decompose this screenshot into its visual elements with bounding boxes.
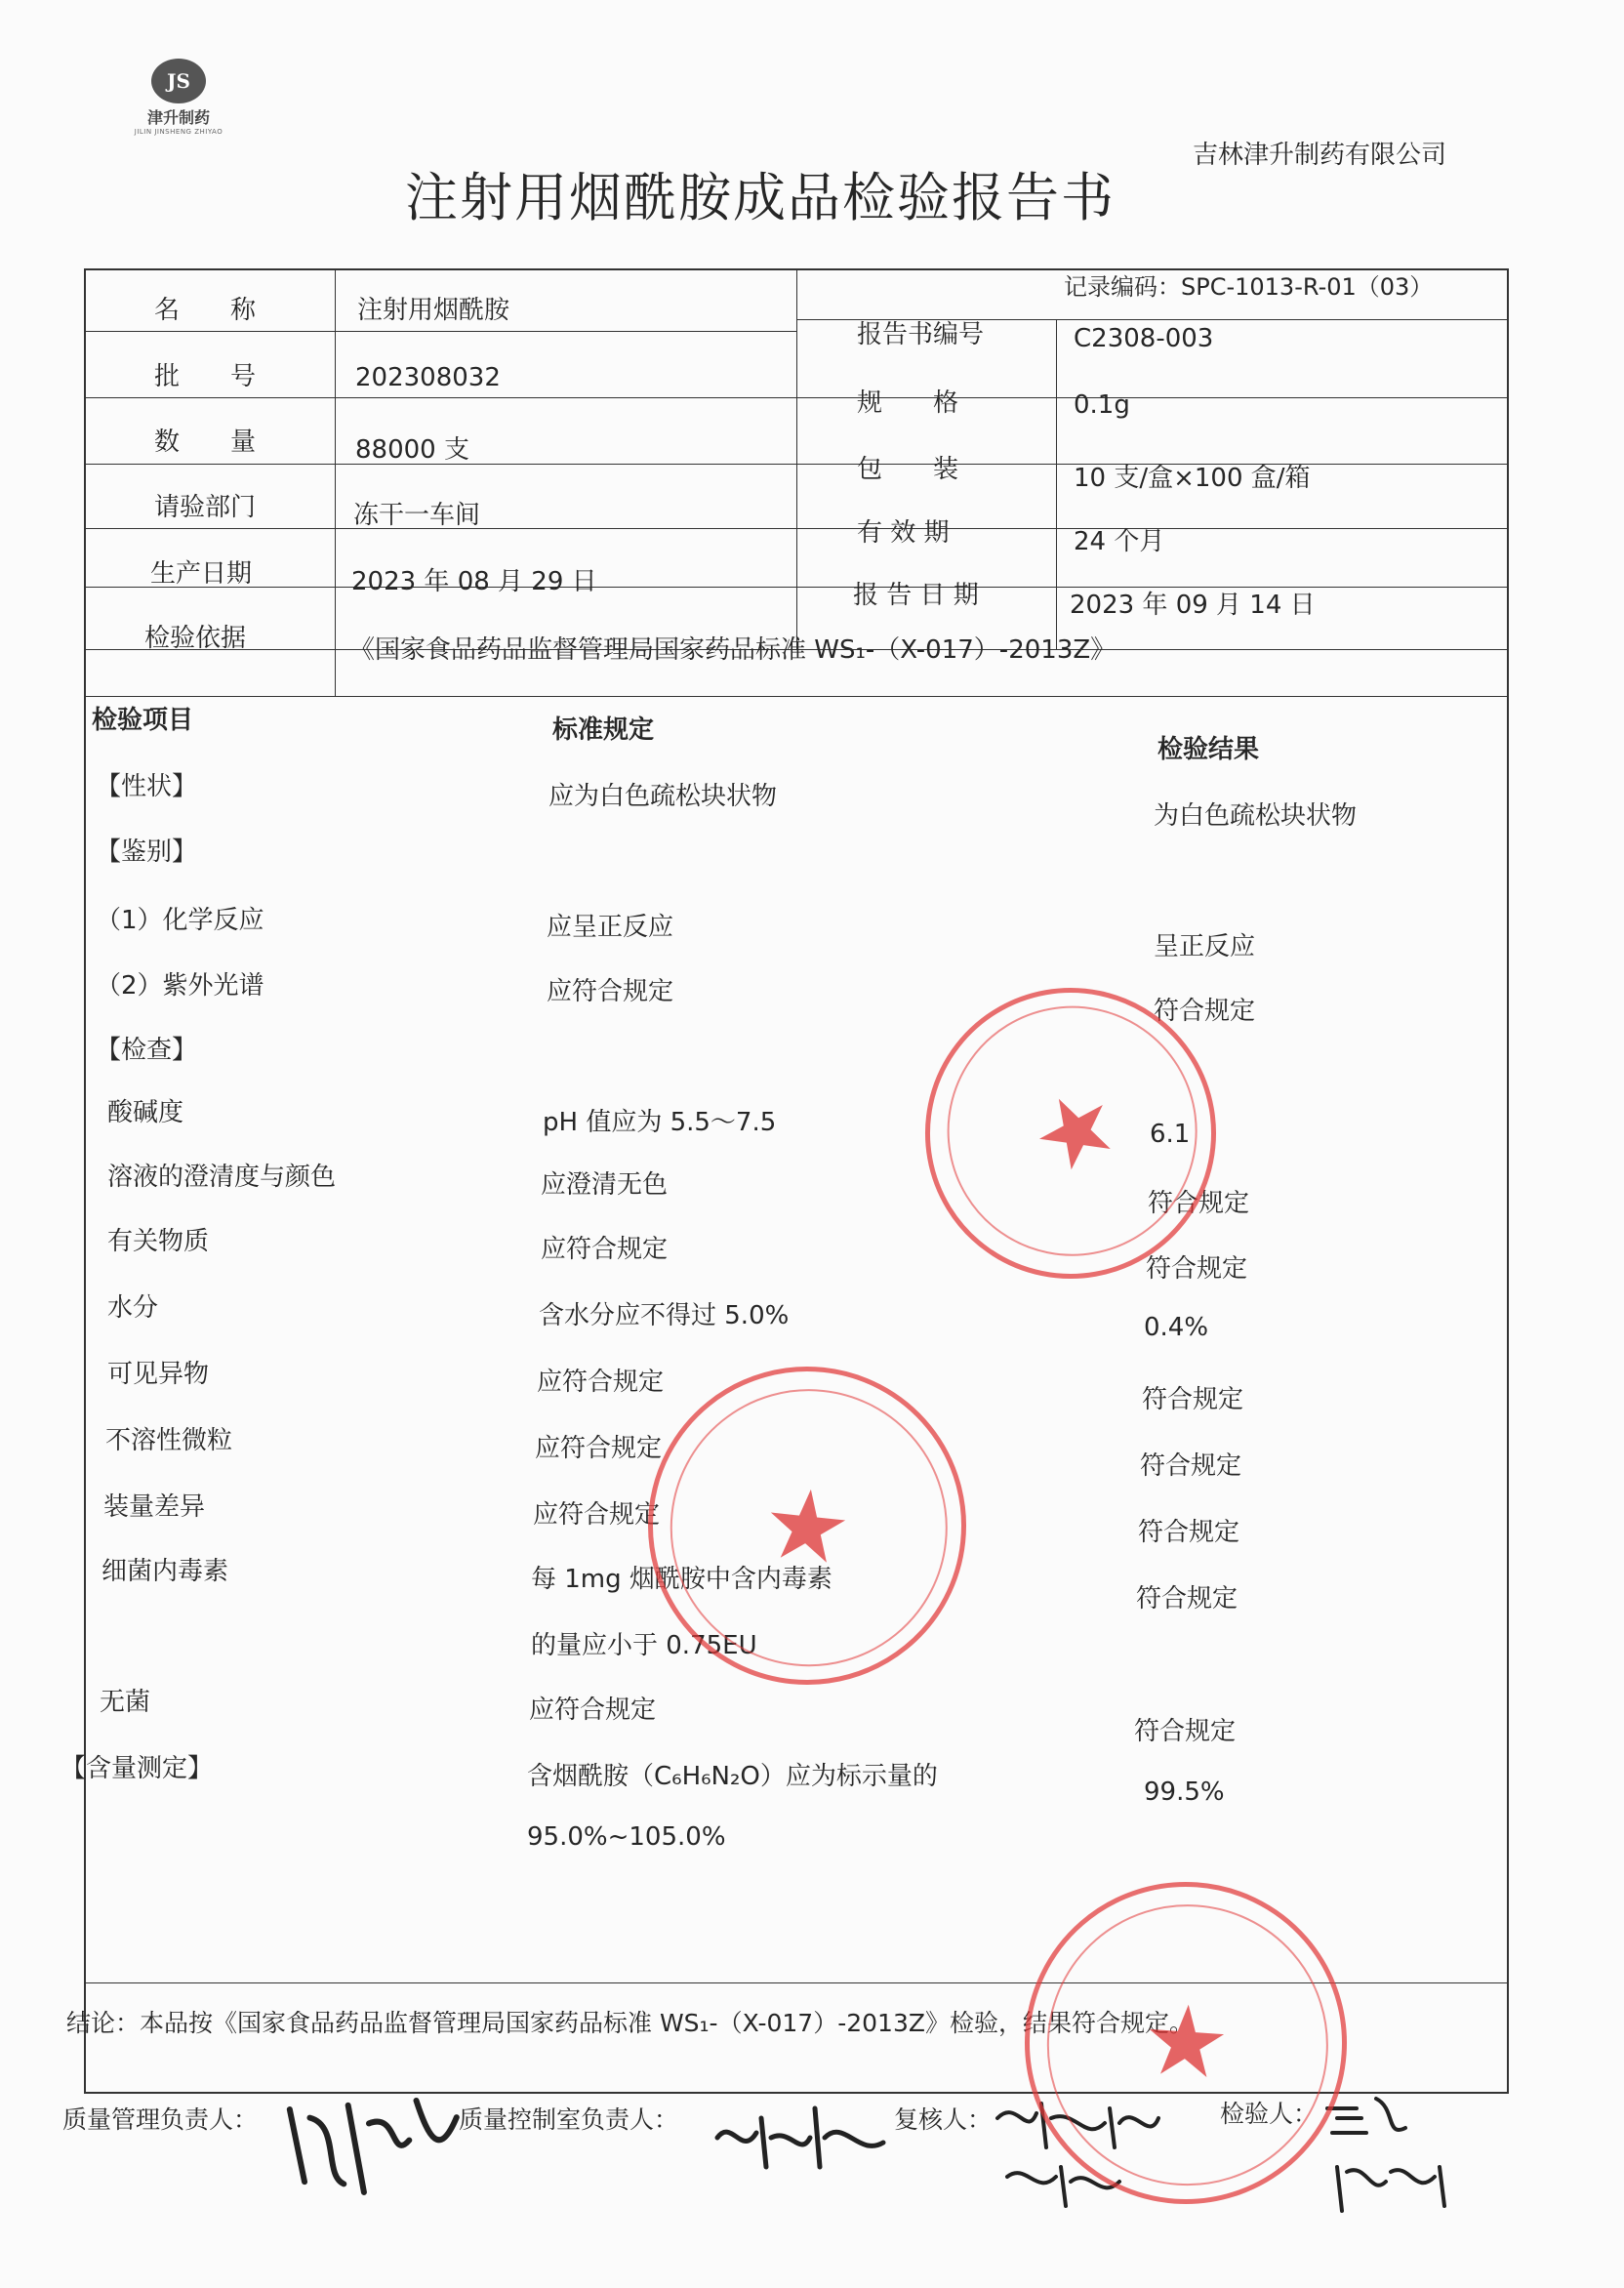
- row-standard: 含水分应不得过 5.0%: [539, 1301, 790, 1330]
- inspector-signature-icon: [1318, 2089, 1464, 2216]
- row-item: 可见异物: [107, 1360, 210, 1389]
- row-result: 为白色疏松块状物: [1154, 801, 1358, 831]
- report-date-label: 报 告 日 期: [853, 581, 979, 610]
- row-standard: 应符合规定: [533, 1500, 661, 1530]
- row-standard: 应澄清无色: [541, 1170, 669, 1200]
- row-result: 符合规定: [1148, 1189, 1250, 1218]
- col-item: 检验项目: [92, 706, 194, 735]
- row-item: 【检查】: [96, 1036, 198, 1065]
- report-table: [61, 268, 1509, 2094]
- row-result: 符合规定: [1140, 1451, 1242, 1481]
- validity: 24 个月: [1074, 527, 1165, 556]
- row-result: 呈正反应: [1154, 932, 1256, 961]
- pack-label: 包 装: [857, 455, 959, 484]
- row-standard: pH 值应为 5.5～7.5: [543, 1108, 777, 1137]
- conclusion: 结论：本品按《国家食品药品监督管理局国家药品标准 WS₁-（X-017）-2013Z》检验，结果符合规定。: [66, 2009, 1194, 2037]
- dept-label: 请验部门: [154, 493, 257, 522]
- report-no-label: 报告书编号: [857, 320, 985, 349]
- row-result: 符合规定: [1136, 1584, 1238, 1614]
- stamp-star-icon: ★: [757, 1464, 857, 1588]
- company-logo: [125, 59, 232, 151]
- qc-head-signature: [712, 2099, 888, 2181]
- col-standard: 标准规定: [552, 715, 655, 745]
- stamp-star-icon: ★: [1138, 1982, 1234, 2102]
- name-label: 名 称: [154, 296, 257, 325]
- row-item: 不溶性微粒: [105, 1426, 233, 1455]
- row-item: 水分: [107, 1293, 159, 1323]
- row-standard: 应符合规定: [547, 977, 674, 1006]
- qc-head-signature-icon: [712, 2099, 888, 2177]
- row-standard: 95.0%~105.0%: [527, 1822, 726, 1852]
- logo-text: 津升制药: [146, 108, 210, 127]
- stamp-star-icon: ★: [1013, 1082, 1136, 1184]
- valid-label: 有 效 期: [857, 518, 950, 548]
- row-item: 无菌: [100, 1688, 151, 1717]
- row-standard: 每 1mg 烟酰胺中含内毒素: [531, 1565, 832, 1594]
- row-item: 酸碱度: [107, 1098, 184, 1127]
- logo-mark-icon: JS: [151, 59, 206, 103]
- batch-no: 202308032: [355, 363, 501, 392]
- row-result: 符合规定: [1146, 1254, 1248, 1284]
- row-result: 符合规定: [1142, 1385, 1244, 1414]
- inspector-signature: [1318, 2089, 1464, 2220]
- row-result: 符合规定: [1138, 1518, 1240, 1547]
- product-name: 注射用烟酰胺: [357, 296, 510, 325]
- row-standard: 应呈正反应: [547, 913, 674, 942]
- row-standard: 应符合规定: [535, 1434, 663, 1463]
- record-number: 记录编码：SPC-1013-R-01（03）: [1064, 273, 1434, 301]
- qa-head-label: 质量管理负责人：: [62, 2105, 259, 2134]
- row-result: 符合规定: [1154, 997, 1256, 1026]
- row-result: 符合规定: [1134, 1717, 1237, 1746]
- packaging: 10 支/盒×100 盒/箱: [1074, 464, 1311, 493]
- col-result: 检验结果: [1157, 735, 1260, 764]
- row-standard: 含烟酰胺（C₆H₆N₂O）应为标示量的: [527, 1762, 938, 1791]
- row-item: 【鉴别】: [96, 838, 198, 867]
- row-item: 【性状】: [96, 772, 198, 801]
- qty-label: 数 量: [154, 428, 257, 457]
- logo-subtext: JILIN JINSHENG ZHIYAO: [134, 128, 223, 136]
- row-item: （2）紫外光谱: [96, 971, 264, 1001]
- batch-label: 批 号: [154, 362, 257, 391]
- qc-head-label: 质量控制室负责人：: [459, 2105, 679, 2134]
- row-item: 细菌内毒素: [102, 1557, 229, 1586]
- report-date: 2023 年 09 月 14 日: [1070, 591, 1316, 620]
- inspector-label: 检验人：: [1220, 2100, 1319, 2128]
- reviewer-label: 复核人：: [894, 2105, 993, 2134]
- row-standard: 应符合规定: [541, 1235, 669, 1264]
- row-result: 99.5%: [1144, 1777, 1225, 1807]
- basis-label: 检验依据: [144, 624, 247, 653]
- spec-label: 规 格: [857, 388, 959, 418]
- row-standard: 应为白色疏松块状物: [548, 782, 778, 811]
- row-standard: 应符合规定: [529, 1696, 657, 1725]
- row-item: （1）化学反应: [96, 906, 264, 935]
- row-standard: 的量应小于 0.75EU: [531, 1631, 757, 1660]
- prod-date-label: 生产日期: [150, 559, 253, 589]
- row-item: 【含量测定】: [61, 1754, 214, 1783]
- row-result: 6.1: [1150, 1120, 1191, 1149]
- row-result: 0.4%: [1144, 1313, 1209, 1342]
- company-name: 吉林津升制药有限公司: [1193, 141, 1447, 170]
- row-item: 装量差异: [103, 1492, 206, 1522]
- page-title: 注射用烟酰胺成品检验报告书: [405, 167, 1116, 228]
- row-item: 溶液的澄清度与颜色: [107, 1163, 337, 1192]
- row-standard: 应符合规定: [537, 1368, 665, 1397]
- department: 冻干一车间: [353, 501, 481, 530]
- row-item: 有关物质: [107, 1227, 210, 1256]
- production-date: 2023 年 08 月 29 日: [351, 567, 597, 596]
- quantity: 88000 支: [355, 435, 469, 465]
- basis: 《国家食品药品监督管理局国家药品标准 WS₁-（X-017）-2013Z》: [349, 635, 1116, 665]
- qa-head-signature: [278, 2078, 472, 2225]
- report-no: C2308-003: [1074, 324, 1214, 353]
- spec: 0.1g: [1074, 390, 1130, 420]
- qa-head-signature-icon: [278, 2078, 471, 2208]
